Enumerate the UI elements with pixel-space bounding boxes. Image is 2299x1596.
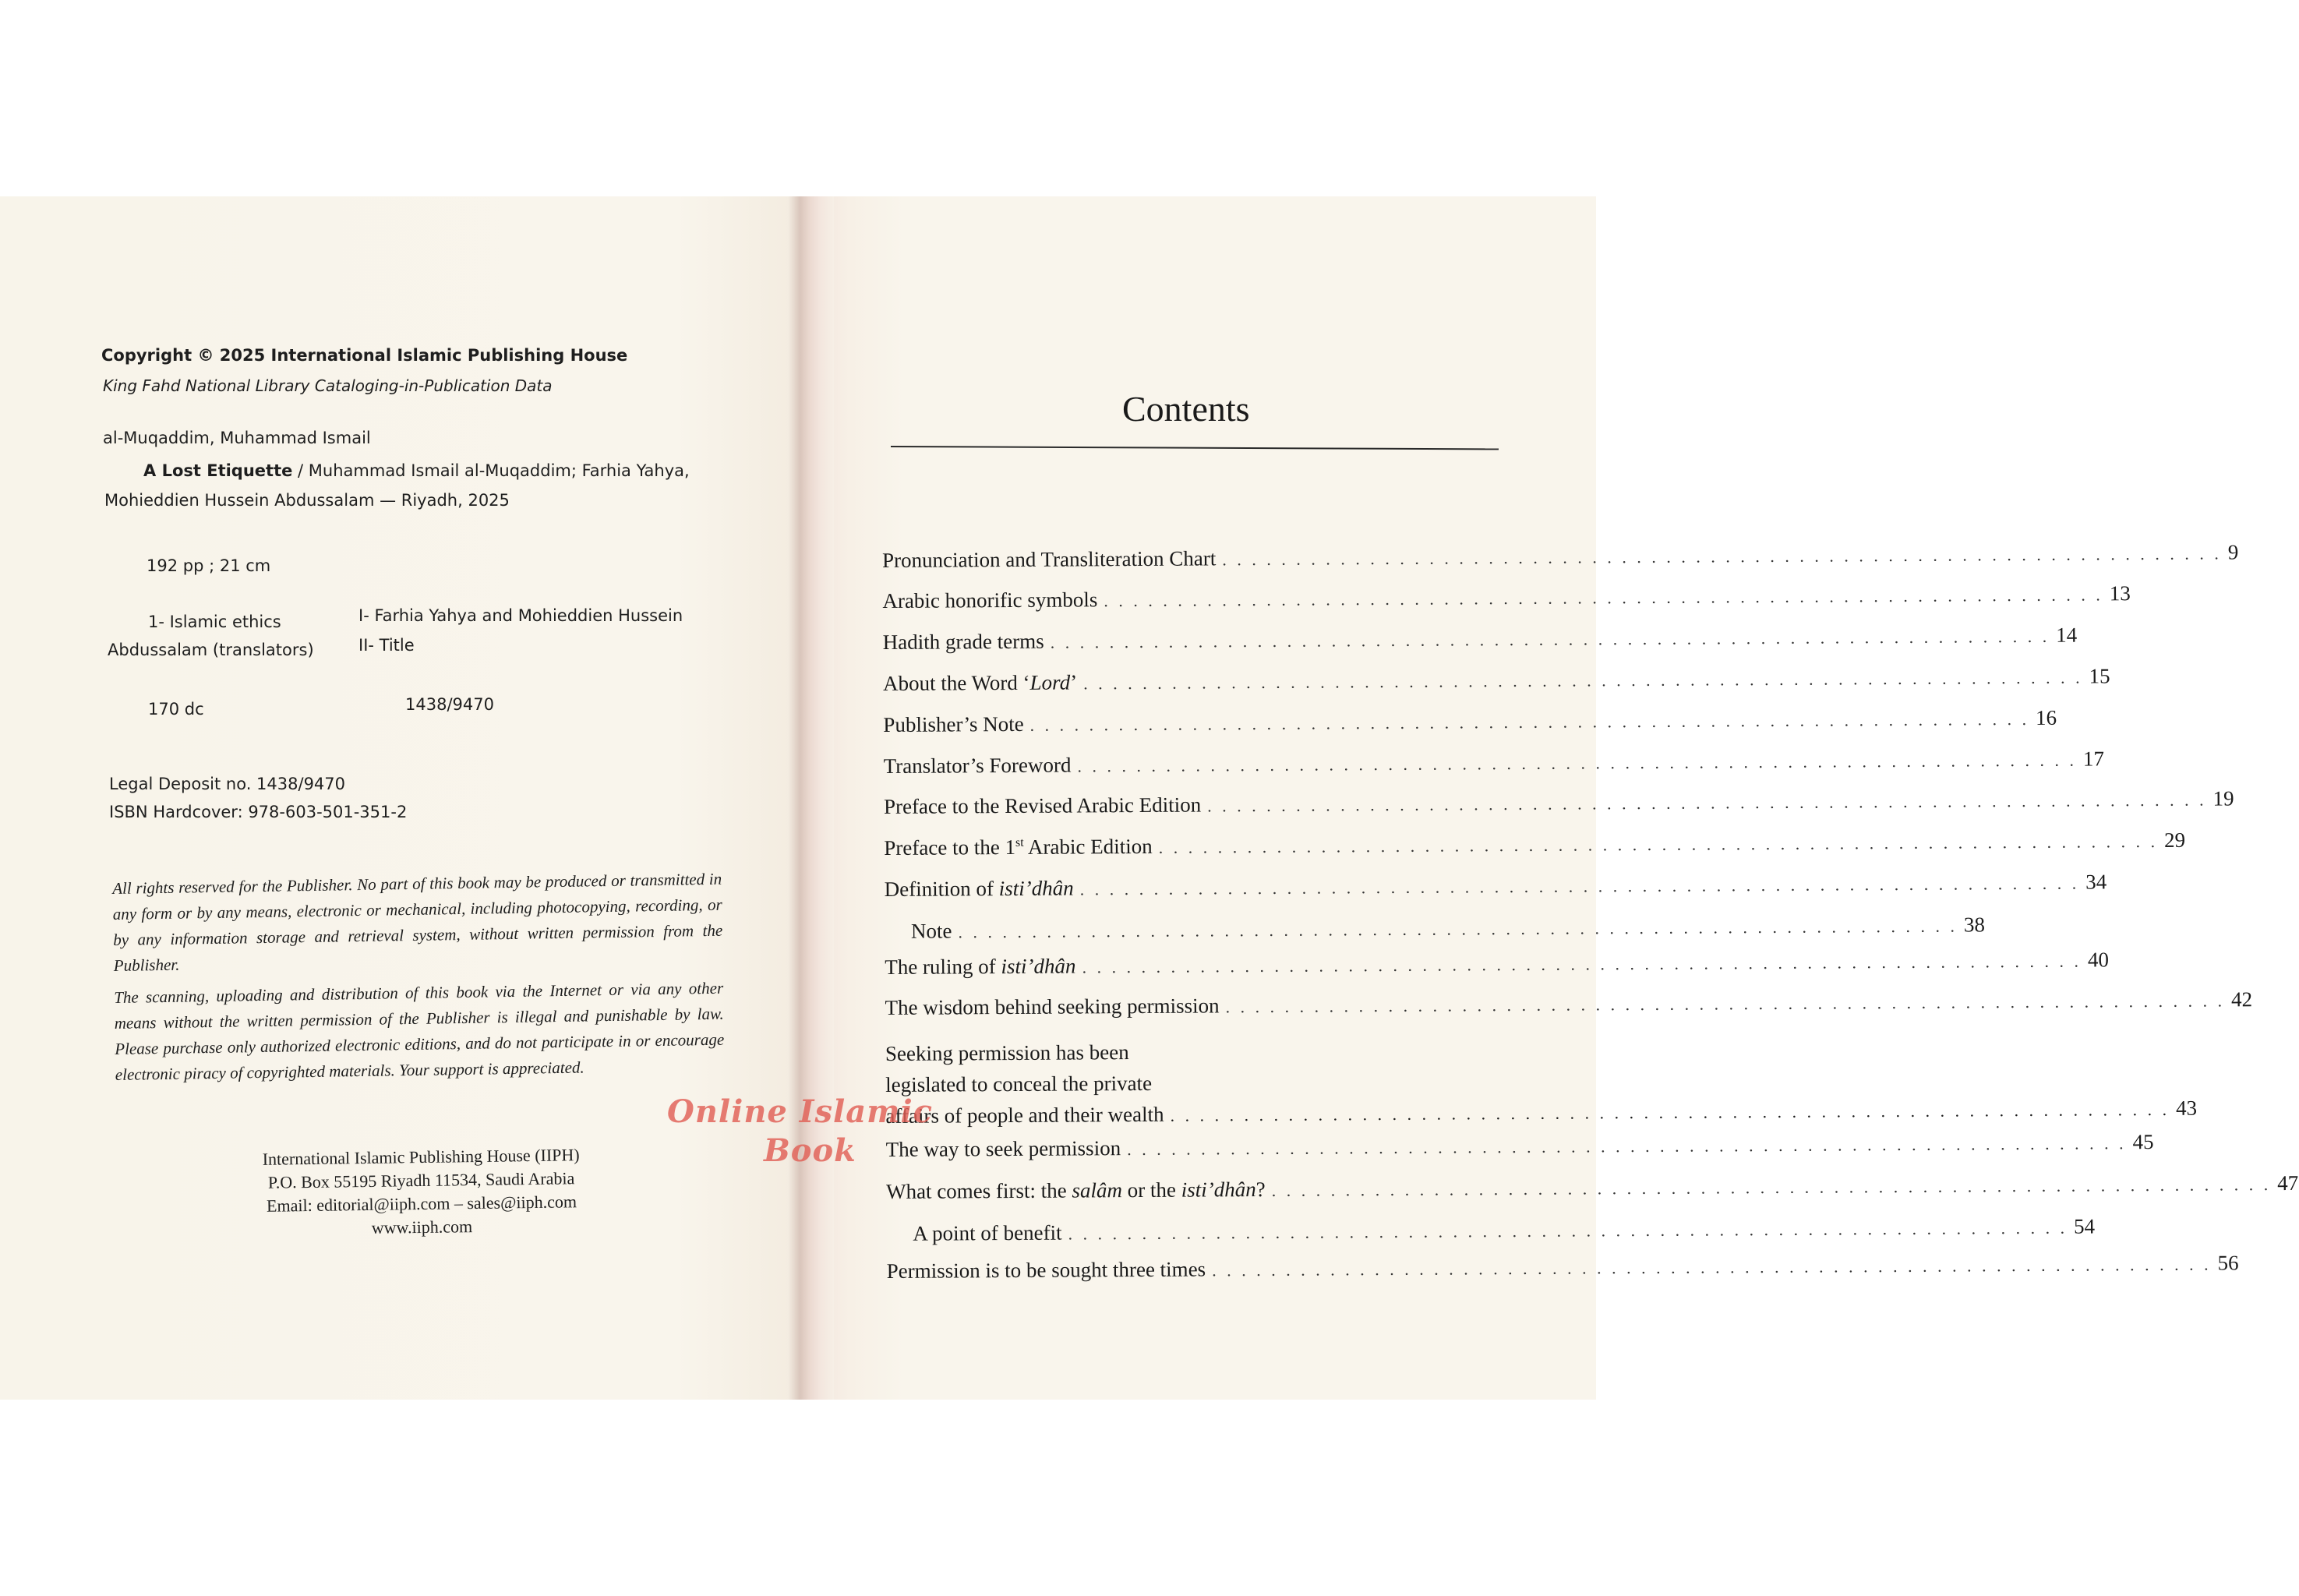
page-count: 192 pp ; 21 cm [147, 556, 271, 575]
toc-title-part: Preface to the Revised Arabic Edition [883, 793, 1202, 818]
toc-entry[interactable] [886, 1214, 2096, 1246]
toc-title-part: About the Word ‘ [882, 670, 1030, 695]
toc-title-part: ? [1255, 1178, 1266, 1202]
toc-entry[interactable] [886, 1251, 2239, 1284]
publisher-email: Email: editorial@iiph.com – sales@iiph.com [266, 1192, 577, 1216]
toc-page-number: 9 [2227, 540, 2239, 564]
toc-page-number: 40 [2087, 948, 2110, 972]
toc-dot-leader: . . . . . . . . . . . . . . . . . . . . . . . . . . . . . . . . . . . . . . . . . . . . . . . . . . . . . . . . . . . . . . . . . . . . [1079, 873, 2080, 899]
catalog-author: al-Muqaddim, Muhammad Ismail [103, 429, 371, 447]
subject-translators-cont: Abdussalam (translators) [108, 641, 314, 659]
toc-title-part: Lord [1029, 670, 1071, 694]
subject-1: 1- Islamic ethics [148, 613, 281, 631]
watermark-line1: Online Islamic [667, 1093, 933, 1130]
toc-dot-leader: . . . . . . . . . . . . . . . . . . . . . . . . . . . . . . . . . . . . . . . . . . . . . . . . . . . . . . . . . . . . . . . . . . . . [1225, 990, 2226, 1017]
toc-entry[interactable] [883, 786, 2234, 819]
toc-dot-leader: . . . . . . . . . . . . . . . . . . . . . . . . . . . . . . . . . . . . . . . . . . . . . . . . . . . . . . . . . . . . . . . . . . . . [1077, 750, 2078, 776]
toc-page-number: 54 [2073, 1214, 2096, 1238]
toc-entry-title [884, 793, 1201, 819]
toc-title-part: The way to seek permission [885, 1136, 1121, 1161]
toc-page-number: 56 [2217, 1251, 2239, 1275]
toc-dot-leader: . . . . . . . . . . . . . . . . . . . . . . . . . . . . . . . . . . . . . . . . . . . . . . . . . . . . . . . . . . . . . . . . . . . . [1207, 789, 2207, 816]
toc-title-part: isti’dhân [998, 876, 1074, 901]
toc-title-part: Note [910, 919, 952, 943]
toc-entry-title [885, 994, 1220, 1020]
toc-dot-leader: . . . . . . . . . . . . . . . . . . . . . . . . . . . . . . . . . . . . . . . . . . . . . . . . . . . . . . . . . . . . . . . . . . . . [1104, 584, 2103, 611]
toc-title-part: Publisher’s Note [883, 711, 1024, 736]
toc-entry[interactable] [882, 540, 2239, 573]
toc-dot-leader: . . . . . . . . . . . . . . . . . . . . . . . . . . . . . . . . . . . . . . . . . . . . . . . . . . . . . . . . . . . . . . . . . . . . [1029, 709, 2030, 735]
toc-dot-leader: . . . . . . . . . . . . . . . . . . . . . . . . . . . . . . . . . . . . . . . . . . . . . . . . . . . . . . . . . . . . . . . . . . . . [1222, 543, 2222, 570]
toc-page-number: 13 [2109, 581, 2131, 606]
toc-page-number: 15 [2089, 664, 2110, 688]
toc-dot-leader: . . . . . . . . . . . . . . . . . . . . . . . . . . . . . . . . . . . . . . . . . . . . . . . . . . . . . . . . . . . . . . . . . . . . [1271, 1174, 2272, 1200]
dewey-class: 170 dc [148, 700, 204, 719]
toc-entry[interactable] [885, 913, 1986, 944]
toc-dot-leader: . . . . . . . . . . . . . . . . . . . . . . . . . . . . . . . . . . . . . . . . . . . . . . . . . . . . . . . . . . . . . . . . . . . . [958, 916, 1958, 942]
toc-page-number: 19 [2212, 786, 2234, 810]
toc-entry-title [883, 712, 1023, 737]
subject-translators: I- Farhia Yahya and Mohieddien Hussein [358, 606, 683, 625]
toc-entry[interactable] [884, 828, 2186, 860]
toc-entry[interactable] [882, 581, 2131, 613]
toc-dot-leader: . . . . . . . . . . . . . . . . . . . . . . . . . . . . . . . . . . . . . . . . . . . . . . . . . . . . . . . . . . . . . . . . . . . . [1170, 1099, 2170, 1125]
toc-title-part: Pronunciation and Transliteration Chart [882, 546, 1217, 572]
watermark [667, 1093, 933, 1171]
toc-entry[interactable] [883, 747, 2105, 779]
toc-entry-line: legislated to conceal the private [885, 1071, 1153, 1096]
toc-entry[interactable] [883, 705, 2057, 737]
toc-entry-line: Seeking permission has been [885, 1040, 1129, 1065]
toc-title-part: What comes first: the [885, 1178, 1072, 1203]
toc-title-part: Hadith grade terms [882, 629, 1044, 654]
catalog-heading: King Fahd National Library Cataloging-in-Publication Data [103, 376, 553, 395]
toc-page-number: 47 [2277, 1171, 2299, 1195]
legal-deposit: Legal Deposit no. 1438/9470 [109, 775, 346, 793]
toc-title-part: Arabic Edition [1023, 834, 1153, 859]
toc-page-number: 38 [1963, 913, 1986, 937]
toc-title-part: Arabic honorific symbols [882, 588, 1098, 613]
toc-page-number: 16 [2036, 705, 2057, 729]
toc-entry-title [887, 1257, 1206, 1284]
toc-entry-title [885, 919, 952, 944]
toc-entry-title [886, 1178, 1266, 1204]
toc-title-part: The wisdom behind seeking permission [885, 994, 1220, 1019]
catalog-entry [143, 461, 690, 480]
publisher-website: www.iiph.com [371, 1216, 473, 1238]
toc-entry-title [883, 630, 1044, 655]
toc-entry[interactable] [884, 870, 2107, 902]
piracy-notice: The scanning, uploading and distribution of this book via the Internet or via any other means without the written permission of the Publisher is illegal and punishable by law. Please purchase only authorized electronic editions, and do not participate in or encourage electronic piracy of copyrighted materials. Your support is appreciated. [114, 978, 725, 1084]
toc-page-number: 43 [2175, 1096, 2198, 1120]
toc-title-part: st [1015, 835, 1024, 849]
toc-title-part: salâm [1072, 1178, 1123, 1202]
publisher-block [203, 1142, 641, 1242]
toc-title-part: ’ [1070, 670, 1078, 694]
book-gutter [789, 196, 834, 1400]
toc-title-part: isti’dhân [1001, 954, 1076, 979]
toc-title-part: Permission is to be sought three times [886, 1257, 1206, 1283]
dewey-number: 1438/9470 [405, 695, 494, 714]
toc-page-number: 45 [2132, 1130, 2154, 1154]
toc-dot-leader: . . . . . . . . . . . . . . . . . . . . . . . . . . . . . . . . . . . . . . . . . . . . . . . . . . . . . . . . . . . . . . . . . . . . [1212, 1254, 2212, 1280]
toc-title-part: The ruling of [885, 955, 1001, 979]
toc-entry-title [886, 1221, 1061, 1246]
toc-dot-leader: . . . . . . . . . . . . . . . . . . . . . . . . . . . . . . . . . . . . . . . . . . . . . . . . . . . . . . . . . . . . . . . . . . . . [1158, 832, 2159, 857]
toc-page-number: 14 [2056, 623, 2078, 647]
toc-page-number: 17 [2082, 747, 2105, 771]
toc-entry-title [885, 954, 1075, 979]
catalog-entry-line2: Mohieddien Hussein Abdussalam — Riyadh, 2025 [104, 491, 510, 510]
toc-entry-title [884, 754, 1072, 779]
toc-title-part: or the [1121, 1178, 1181, 1202]
toc-entry-line: affairs of people and their wealth [885, 1102, 1164, 1128]
toc-title-part: Preface to the 1 [884, 835, 1016, 860]
toc-title-part: Translator’s Foreword [883, 753, 1072, 778]
rights-notice: All rights reserved for the Publisher. No part of this book may be produced or transmitted in any form or by any means, electronic or mechanical, including photocopying, recording, or by any information storage and retrieval system, without written permission from the Publisher. [112, 869, 723, 975]
toc-dot-leader: . . . . . . . . . . . . . . . . . . . . . . . . . . . . . . . . . . . . . . . . . . . . . . . . . . . . . . . . . . . . . . . . . . . . [1083, 667, 2083, 694]
toc-page-number: 29 [2164, 828, 2186, 852]
toc-page-number: 34 [2085, 870, 2107, 894]
toc-entry[interactable] [885, 948, 2110, 980]
toc-entry[interactable] [882, 623, 2078, 655]
toc-entry[interactable] [885, 1171, 2299, 1204]
toc-entry-title [882, 546, 1216, 573]
contents-title: Contents [1122, 389, 1250, 429]
toc-dot-leader: . . . . . . . . . . . . . . . . . . . . . . . . . . . . . . . . . . . . . . . . . . . . . . . . . . . . . . . . . . . . . . . . . . . . [1082, 951, 2082, 977]
publisher-name: International Islamic Publishing House (IIPH) [262, 1145, 580, 1169]
toc-dot-leader: . . . . . . . . . . . . . . . . . . . . . . . . . . . . . . . . . . . . . . . . . . . . . . . . . . . . . . . . . . . . . . . . . . . . [1050, 626, 2050, 652]
isbn: ISBN Hardcover: 978-603-501-351-2 [109, 803, 408, 821]
copyright-line: Copyright © 2025 International Islamic Publishing House [101, 346, 628, 365]
toc-page-number: 42 [2230, 987, 2253, 1012]
toc-entry[interactable] [885, 987, 2253, 1020]
catalog-entry-rest: / Muhammad Ismail al-Muqaddim; Farhia Yahya, [298, 461, 690, 480]
toc-dot-leader: . . . . . . . . . . . . . . . . . . . . . . . . . . . . . . . . . . . . . . . . . . . . . . . . . . . . . . . . . . . . . . . . . . . . [1068, 1217, 2068, 1244]
publisher-address: P.O. Box 55195 Riyadh 11534, Saudi Arabia [267, 1168, 575, 1192]
toc-title-part: Definition of [884, 877, 999, 901]
book-title: A Lost Etiquette [143, 461, 293, 480]
toc-entry[interactable] [885, 1034, 2198, 1133]
toc-entry-title [885, 877, 1074, 902]
toc-title-part: isti’dhân [1181, 1178, 1256, 1202]
toc-entry-title [882, 588, 1097, 613]
toc-entry[interactable] [885, 1130, 2154, 1162]
toc-entry-title [884, 835, 1152, 860]
toc-entry[interactable] [882, 664, 2110, 696]
watermark-line2: Book [764, 1132, 856, 1169]
subject-title: II- Title [358, 636, 415, 655]
toc-entry-title [883, 670, 1077, 696]
toc-dot-leader: . . . . . . . . . . . . . . . . . . . . . . . . . . . . . . . . . . . . . . . . . . . . . . . . . . . . . . . . . . . . . . . . . . . . [1127, 1133, 2127, 1160]
toc-title-part: A point of benefit [913, 1220, 1062, 1245]
